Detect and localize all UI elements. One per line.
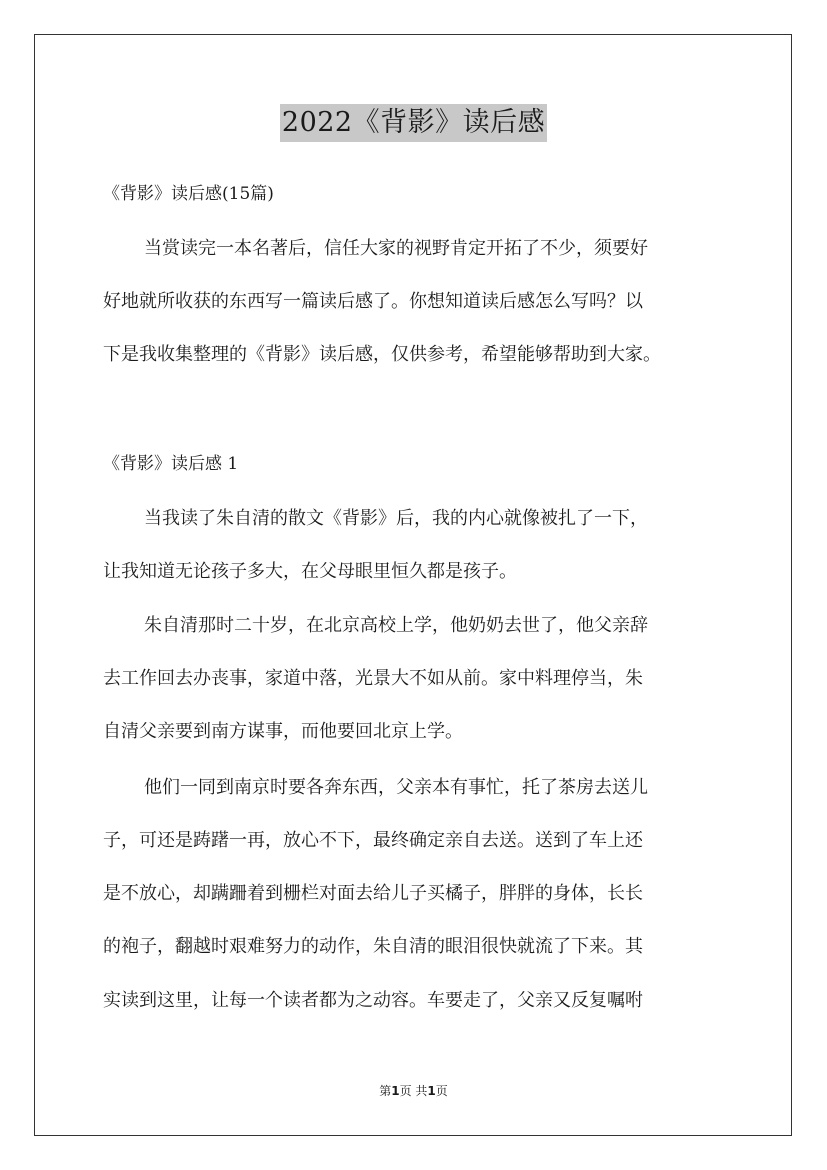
- paragraph-line: 好地就所收获的东西写一篇读后感了。你想知道读后感怎么写吗？以: [103, 291, 643, 312]
- paragraph-line: 实读到这里，让每一个读者都为之动容。车要走了，父亲又反复嘱咐: [103, 990, 643, 1011]
- footer-page-mid: 页 共: [399, 1084, 428, 1098]
- paragraph-line: 去工作回去办丧事，家道中落，光景大不如从前。家中料理停当，朱: [103, 668, 643, 689]
- paragraph-line: 当我读了朱自清的散文《背影》后，我的内心就像被扎了一下，: [144, 508, 648, 529]
- footer-page-prefix: 第: [379, 1084, 392, 1098]
- footer-page-suffix: 页: [435, 1084, 448, 1098]
- paragraph-line: 下是我收集整理的《背影》读后感，仅供参考，希望能够帮助到大家。: [103, 344, 661, 365]
- title-container: [0, 104, 827, 142]
- paragraph-line: 子，可还是踌躇一再，放心不下，最终确定亲自去送。送到了车上还: [103, 830, 643, 851]
- paragraph-line: 自清父亲要到南方谋事，而他要回北京上学。: [103, 721, 463, 742]
- paragraph-line: 当赏读完一本名著后，信任大家的视野肯定开拓了不少，须要好: [144, 238, 648, 259]
- footer-page-total: 1: [427, 1084, 436, 1098]
- paragraph-line: 朱自清那时二十岁，在北京高校上学，他奶奶去世了，他父亲辞: [144, 615, 648, 636]
- document-title: 2022《背影》读后感: [280, 104, 547, 142]
- paragraph-line: 是不放心，却蹒跚着到栅栏对面去给儿子买橘子，胖胖的身体，长长: [103, 883, 643, 904]
- paragraph-line: 让我知道无论孩子多大，在父母眼里恒久都是孩子。: [103, 561, 517, 582]
- section-heading: 《背影》读后感 1: [103, 454, 239, 474]
- subtitle: 《背影》读后感(15篇): [103, 184, 274, 204]
- paragraph-line: 他们一同到南京时要各奔东西，父亲本有事忙，托了茶房去送儿: [144, 777, 648, 798]
- paragraph-line: 的袍子，翻越时艰难努力的动作，朱自清的眼泪很快就流了下来。其: [103, 936, 643, 957]
- page-footer: [0, 1083, 827, 1099]
- footer-page-number: 1: [391, 1084, 400, 1098]
